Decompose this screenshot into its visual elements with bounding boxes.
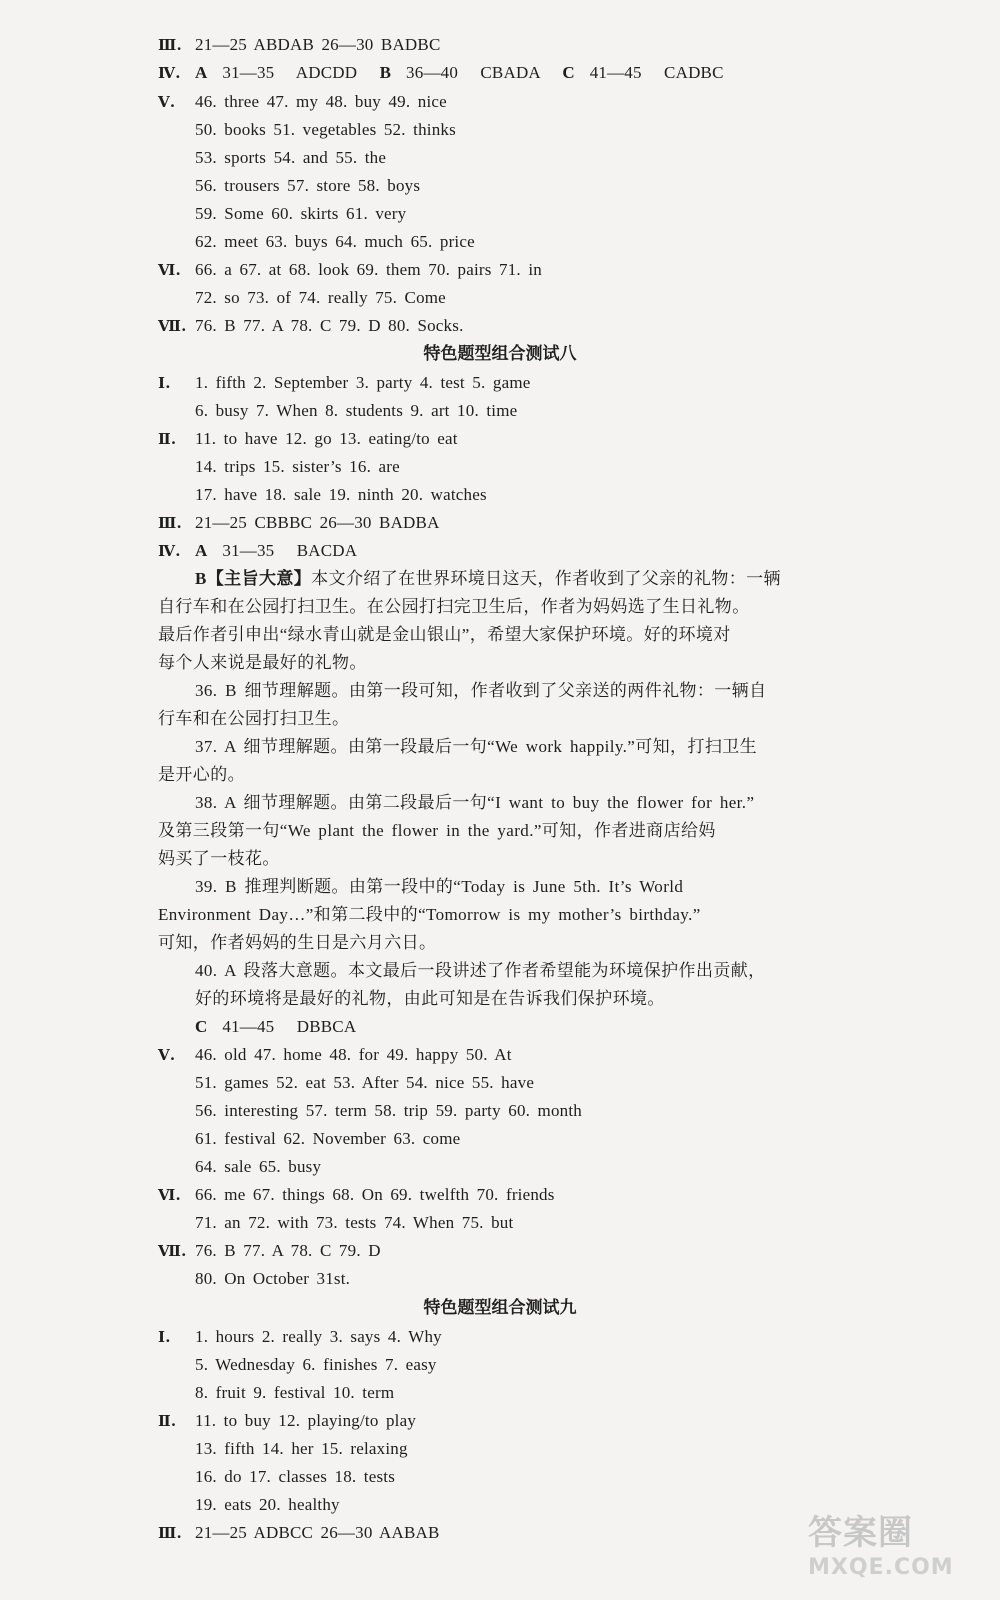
t7-section-3: Ⅲ. 21—25 ABDAB 26—30 BADBC [158,35,441,54]
t8-q37-line: 37. A 细节理解题。由第一段最后一句“We work happily.”可知，打扫卫生 [195,737,758,756]
t7-section-5-line: 53. sports 54. and 55. the [195,148,387,167]
t7-section-5-line: 59. Some 60. skirts 61. very [195,204,407,223]
t8-section-2-line: Ⅱ. 11. to have 12. go 13. eating/to eat [158,429,458,448]
t9-section-2-line: Ⅱ. 11. to buy 12. playing/to play [158,1411,417,1430]
t8-section-5-line: 64. sale 65. busy [195,1157,322,1176]
t9-section-2-line: 16. do 17. classes 18. tests [195,1467,396,1486]
t8-section-6-line: 71. an 72. with 73. tests 74. When 75. but [195,1213,514,1232]
t8-q39-line: 39. B 推理判断题。由第一段中的“Today is June 5th. It’s World [195,877,684,896]
t8-b-summary-line: B【主旨大意】本文介绍了在世界环境日这天，作者收到了父亲的礼物：一辆 [195,569,781,588]
t9-section-2-line: 13. fifth 14. her 15. relaxing [195,1439,408,1458]
t9-section-1-line: 8. fruit 9. festival 10. term [195,1383,395,1402]
t8-section-5-line: Ⅴ. 46. old 47. home 48. for 49. happy 50. At [158,1045,512,1064]
t7-section-4: Ⅳ. A 31—35 ADCDD B 36—40 CBADA C 41—45 CADBC [158,63,724,82]
t8-section-7-line: Ⅶ. 76. B 77. A 78. C 79. D [158,1241,381,1260]
t8-q38-line: 38. A 细节理解题。由第二段最后一句“I want to buy the flower for her.” [195,793,755,812]
t8-q40-line: 40. A 段落大意题。本文最后一段讲述了作者希望能为环境保护作出贡献， [195,961,766,980]
t8-section-5-line: 56. interesting 57. term 58. trip 59. party 60. month [195,1101,582,1120]
t8-section-7-line: 80. On October 31st. [195,1269,351,1288]
watermark-url-text: MXQE.COM [808,1555,954,1580]
test-9-title: 特色题型组合测试九 [423,1298,577,1318]
t9-section-2-line: 19. eats 20. healthy [195,1495,340,1514]
t8-section-2-line: 14. trips 15. sister’s 16. are [195,457,400,476]
t9-section-1-line: 5. Wednesday 6. finishes 7. easy [195,1355,437,1374]
t8-q36-line: 行车和在公园打扫卫生。 [158,709,350,728]
watermark-logo-text: 答案圈 [808,1513,913,1553]
t8-q40-line: 好的环境将是最好的礼物，由此可知是在告诉我们保护环境。 [195,989,665,1008]
t8-q37-line: 是开心的。 [158,765,245,784]
t8-q38-line: 及第三段第一句“We plant the flower in the yard.”可知，作者进商店给妈 [158,821,716,840]
t9-section-3: Ⅲ. 21—25 ADBCC 26—30 AABAB [158,1523,440,1542]
t8-q36-line: 36. B 细节理解题。由第一段可知，作者收到了父亲送的两件礼物：一辆自 [195,681,767,700]
t8-b-summary-line: 最后作者引申出“绿水青山就是金山银山”，希望大家保护环境。好的环境对 [158,625,731,644]
t8-q39-line: 可知，作者妈妈的生日是六月六日。 [158,933,437,952]
t7-section-6-line: 72. so 73. of 74. really 75. Come [195,288,446,307]
t9-section-1-line: Ⅰ. 1. hours 2. really 3. says 4. Why [158,1327,442,1346]
t8-q39-line: Environment Day…”和第二段中的“Tomorrow is my mother’s birthday.” [158,905,701,924]
t8-section-5-line: 61. festival 62. November 63. come [195,1129,461,1148]
t8-section-3: Ⅲ. 21—25 CBBBC 26—30 BADBA [158,513,440,532]
t8-b-summary-line: 自行车和在公园打扫卫生。在公园打扫完卫生后，作者为妈妈选了生日礼物。 [158,597,750,616]
test-8-title: 特色题型组合测试八 [423,344,577,364]
t8-section-1-line: 6. busy 7. When 8. students 9. art 10. time [195,401,518,420]
t8-section-1-line: Ⅰ. 1. fifth 2. September 3. party 4. test 5. game [158,373,531,392]
t7-section-5-line: 62. meet 63. buys 64. much 65. price [195,232,475,251]
t8-q38-line: 妈买了一枝花。 [158,849,280,868]
t8-b-summary-line: 每个人来说是最好的礼物。 [158,653,367,672]
t7-section-5-line: 50. books 51. vegetables 52. thinks [195,120,456,139]
t7-section-5-line: 56. trousers 57. store 58. boys [195,176,421,195]
t7-section-7: Ⅶ. 76. B 77. A 78. C 79. D 80. Socks. [158,316,464,335]
t8-section-2-line: 17. have 18. sale 19. ninth 20. watches [195,485,487,504]
t8-section-6-line: Ⅵ. 66. me 67. things 68. On 69. twelfth 70. friends [158,1185,555,1204]
t7-section-5-line: Ⅴ. 46. three 47. my 48. buy 49. nice [158,92,447,111]
t8-c-answers: C 41—45 DBBCA [195,1017,357,1036]
t8-section-5-line: 51. games 52. eat 53. After 54. nice 55. have [195,1073,535,1092]
t7-section-6-line: Ⅵ. 66. a 67. at 68. look 69. them 70. pairs 71. in [158,260,542,279]
t8-section-4: Ⅳ. A 31—35 BACDA [158,541,358,560]
